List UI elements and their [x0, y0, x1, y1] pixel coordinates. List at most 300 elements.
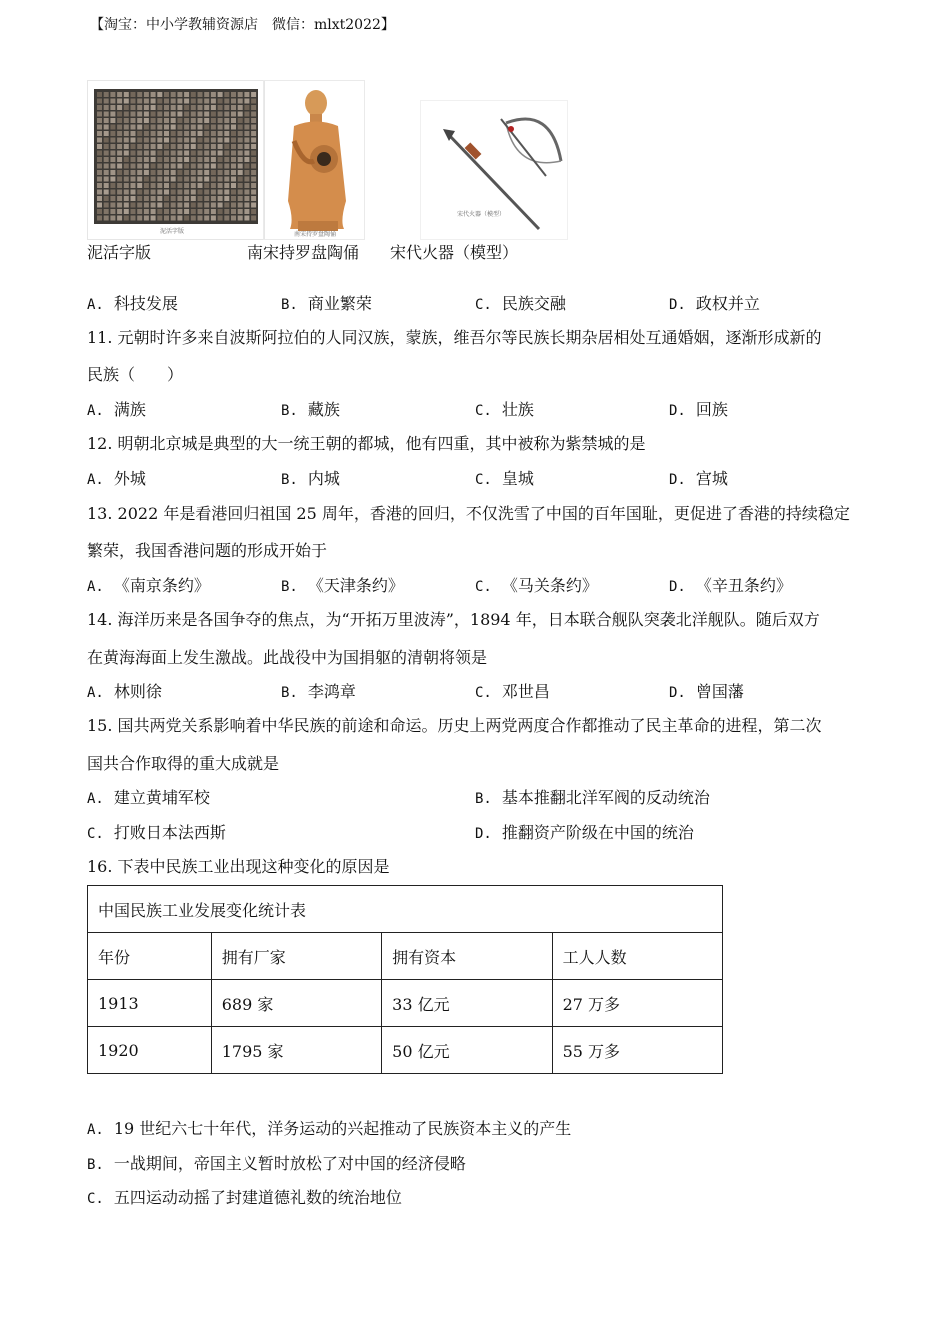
- type-piece: [231, 183, 236, 188]
- q11-option-a[interactable]: [87, 397, 146, 420]
- type-piece: [251, 151, 256, 156]
- q10-option-b[interactable]: [281, 291, 372, 314]
- type-piece: [110, 209, 115, 214]
- option-letter: B.: [475, 791, 492, 807]
- type-piece: [251, 177, 256, 182]
- type-piece: [137, 118, 142, 123]
- type-piece: [211, 125, 216, 130]
- type-piece: [124, 209, 129, 214]
- q13-stem-line1: 13. 2022 年是看港回归祖国 25 周年，香港的回归，不仅洗雪了中国的百年国耻，更促进了香港的持续稳定: [87, 504, 850, 523]
- option-text: 内城: [307, 469, 340, 488]
- type-piece: [117, 164, 122, 169]
- type-piece: [191, 203, 196, 208]
- type-piece: [251, 170, 256, 175]
- type-piece: [104, 183, 109, 188]
- type-piece: [177, 203, 182, 208]
- type-piece: [238, 138, 243, 143]
- weapons-drawing: [421, 101, 567, 239]
- type-piece: [131, 151, 136, 156]
- type-piece: [184, 203, 189, 208]
- type-piece: [204, 216, 209, 221]
- type-piece: [198, 151, 203, 156]
- option-letter: A.: [87, 685, 104, 701]
- option-text: 商业繁荣: [307, 294, 372, 313]
- q15-option-d[interactable]: [475, 820, 694, 843]
- q16-option-a[interactable]: [87, 1116, 571, 1139]
- type-piece: [218, 216, 223, 221]
- type-piece: [204, 177, 209, 182]
- type-piece: [198, 92, 203, 97]
- type-piece: [151, 112, 156, 117]
- type-piece: [191, 216, 196, 221]
- type-piece: [137, 144, 142, 149]
- type-piece: [231, 209, 236, 214]
- type-piece: [198, 203, 203, 208]
- type-piece: [211, 112, 216, 117]
- type-piece: [238, 170, 243, 175]
- type-piece: [164, 99, 169, 104]
- type-piece: [144, 216, 149, 221]
- type-piece: [171, 203, 176, 208]
- type-piece: [131, 144, 136, 149]
- type-piece: [157, 105, 162, 110]
- type-piece: [231, 151, 236, 156]
- type-piece: [164, 151, 169, 156]
- type-piece: [218, 151, 223, 156]
- type-piece: [171, 92, 176, 97]
- type-piece: [191, 112, 196, 117]
- type-piece: [198, 183, 203, 188]
- type-piece: [137, 112, 142, 117]
- type-piece: [131, 183, 136, 188]
- type-piece: [184, 112, 189, 117]
- type-piece: [191, 190, 196, 195]
- table-cell: 1920: [88, 1027, 212, 1074]
- table-cell: 1795 家: [211, 1027, 381, 1074]
- type-piece: [238, 209, 243, 214]
- type-piece: [244, 177, 249, 182]
- type-piece: [224, 131, 229, 136]
- option-letter: C.: [87, 1191, 104, 1207]
- q13-option-c[interactable]: [475, 573, 598, 596]
- type-piece: [171, 177, 176, 182]
- type-piece: [131, 125, 136, 130]
- type-piece: [137, 209, 142, 214]
- type-piece: [117, 118, 122, 123]
- option-letter: B.: [281, 403, 298, 419]
- type-piece: [177, 183, 182, 188]
- option-letter: C.: [475, 297, 492, 313]
- type-piece: [144, 190, 149, 195]
- type-piece: [144, 131, 149, 136]
- type-piece: [104, 209, 109, 214]
- q11-option-b[interactable]: [281, 397, 340, 420]
- table-header-row: [88, 933, 723, 980]
- type-piece: [124, 183, 129, 188]
- q11-option-c[interactable]: [475, 397, 534, 420]
- type-piece: [164, 105, 169, 110]
- type-piece: [244, 209, 249, 214]
- type-piece: [231, 131, 236, 136]
- type-piece: [144, 183, 149, 188]
- q13-option-d[interactable]: [669, 573, 792, 596]
- q15-option-c[interactable]: [87, 820, 226, 843]
- type-piece: [231, 138, 236, 143]
- type-piece: [191, 118, 196, 123]
- type-piece: [151, 92, 156, 97]
- type-piece: [218, 105, 223, 110]
- type-piece: [218, 190, 223, 195]
- type-piece: [218, 170, 223, 175]
- type-piece: [244, 170, 249, 175]
- type-piece: [184, 177, 189, 182]
- type-piece: [184, 92, 189, 97]
- type-piece: [144, 99, 149, 104]
- option-text: 曾国藩: [695, 682, 744, 701]
- type-piece: [97, 144, 102, 149]
- type-piece: [151, 190, 156, 195]
- type-piece: [117, 99, 122, 104]
- type-piece: [191, 164, 196, 169]
- figurine-inner-label: 南宋持罗盘陶俑: [294, 231, 337, 238]
- type-piece: [164, 131, 169, 136]
- type-piece: [231, 190, 236, 195]
- type-piece: [211, 118, 216, 123]
- type-piece: [124, 118, 129, 123]
- type-piece: [218, 131, 223, 136]
- type-piece: [157, 209, 162, 214]
- option-text: 《辛丑条约》: [695, 576, 792, 595]
- type-piece: [104, 170, 109, 175]
- type-piece: [110, 99, 115, 104]
- type-piece: [164, 209, 169, 214]
- type-piece: [218, 99, 223, 104]
- type-piece: [204, 209, 209, 214]
- type-piece: [224, 216, 229, 221]
- type-piece: [110, 151, 115, 156]
- option-text: 满族: [113, 400, 146, 419]
- type-piece: [218, 118, 223, 123]
- type-piece: [171, 138, 176, 143]
- type-piece: [171, 196, 176, 201]
- type-piece: [104, 112, 109, 117]
- type-piece: [244, 190, 249, 195]
- type-piece: [151, 131, 156, 136]
- type-piece: [198, 209, 203, 214]
- type-piece: [157, 92, 162, 97]
- q12-option-c[interactable]: [475, 466, 534, 489]
- option-letter: A.: [87, 297, 104, 313]
- type-piece: [204, 157, 209, 162]
- type-piece: [124, 144, 129, 149]
- type-piece: [137, 183, 142, 188]
- type-piece: [231, 144, 236, 149]
- type-piece: [164, 196, 169, 201]
- q12-option-d[interactable]: [669, 466, 728, 489]
- type-piece: [171, 151, 176, 156]
- type-piece: [144, 177, 149, 182]
- type-piece: [198, 118, 203, 123]
- type-piece: [104, 125, 109, 130]
- type-piece: [110, 105, 115, 110]
- type-piece: [151, 209, 156, 214]
- type-piece: [137, 203, 142, 208]
- type-piece: [131, 170, 136, 175]
- q16-option-b[interactable]: [87, 1151, 466, 1174]
- type-piece: [204, 92, 209, 97]
- type-piece: [124, 131, 129, 136]
- type-piece: [171, 144, 176, 149]
- type-piece: [191, 125, 196, 130]
- type-piece: [231, 99, 236, 104]
- q14-option-b[interactable]: [281, 679, 356, 702]
- q14-option-d[interactable]: [669, 679, 744, 702]
- type-piece: [124, 203, 129, 208]
- type-piece: [177, 118, 182, 123]
- type-piece: [171, 183, 176, 188]
- option-text: 建立黄埔军校: [113, 788, 210, 807]
- type-piece: [204, 112, 209, 117]
- type-piece: [204, 131, 209, 136]
- type-piece: [117, 138, 122, 143]
- type-piece: [238, 196, 243, 201]
- type-piece: [211, 216, 216, 221]
- type-piece: [198, 144, 203, 149]
- type-piece: [97, 151, 102, 156]
- type-piece: [211, 177, 216, 182]
- type-piece: [164, 118, 169, 123]
- type-piece: [191, 196, 196, 201]
- type-piece: [238, 92, 243, 97]
- type-piece: [191, 99, 196, 104]
- table-cell: 1913: [88, 980, 212, 1027]
- option-letter: B.: [87, 1157, 104, 1173]
- type-piece: [218, 183, 223, 188]
- type-piece: [124, 164, 129, 169]
- type-piece: [211, 144, 216, 149]
- option-letter: C.: [475, 685, 492, 701]
- q13-option-b[interactable]: [281, 573, 404, 596]
- q10-option-a[interactable]: [87, 291, 178, 314]
- type-piece: [104, 190, 109, 195]
- type-piece: [244, 131, 249, 136]
- clay-type-image: [87, 80, 265, 240]
- type-piece: [191, 144, 196, 149]
- option-text: 邓世昌: [501, 682, 550, 701]
- type-piece: [164, 183, 169, 188]
- type-piece: [238, 118, 243, 123]
- type-piece: [244, 99, 249, 104]
- type-piece: [244, 138, 249, 143]
- type-piece: [131, 112, 136, 117]
- type-piece: [251, 183, 256, 188]
- type-piece: [184, 190, 189, 195]
- type-piece: [137, 170, 142, 175]
- q12-stem-line1: 12. 明朝北京城是典型的大一统王朝的都城，他有四重，其中被称为紫禁城的是: [87, 434, 646, 453]
- type-piece: [191, 131, 196, 136]
- type-piece: [177, 151, 182, 156]
- option-text: 回族: [695, 400, 728, 419]
- type-piece: [244, 92, 249, 97]
- table-title: 中国民族工业发展变化统计表: [88, 886, 723, 933]
- type-piece: [117, 125, 122, 130]
- type-piece: [97, 157, 102, 162]
- option-text: 皇城: [501, 469, 534, 488]
- table-cell: 689 家: [211, 980, 381, 1027]
- type-piece: [224, 92, 229, 97]
- type-piece: [177, 105, 182, 110]
- q16-option-c[interactable]: [87, 1185, 402, 1208]
- type-piece: [184, 183, 189, 188]
- type-piece: [144, 196, 149, 201]
- type-piece: [151, 99, 156, 104]
- type-piece: [124, 92, 129, 97]
- type-piece: [104, 203, 109, 208]
- type-piece: [157, 151, 162, 156]
- type-piece: [110, 170, 115, 175]
- type-piece: [251, 157, 256, 162]
- q15-stem-line2: 国共合作取得的重大成就是: [87, 754, 280, 773]
- type-piece: [171, 118, 176, 123]
- q15-option-b[interactable]: [475, 785, 710, 808]
- type-piece: [131, 131, 136, 136]
- q15-option-a[interactable]: [87, 785, 210, 808]
- type-piece: [124, 99, 129, 104]
- type-piece: [110, 118, 115, 123]
- type-piece: [117, 157, 122, 162]
- type-piece: [198, 105, 203, 110]
- type-piece: [238, 131, 243, 136]
- type-piece: [177, 196, 182, 201]
- type-piece: [137, 105, 142, 110]
- weapons-inner-label: 宋代火器（模型）: [457, 211, 506, 218]
- table-cell: 33 亿元: [382, 980, 552, 1027]
- type-piece: [184, 131, 189, 136]
- type-piece: [224, 151, 229, 156]
- type-piece: [110, 196, 115, 201]
- type-piece: [244, 216, 249, 221]
- type-piece: [157, 112, 162, 117]
- type-piece: [224, 157, 229, 162]
- type-piece: [131, 157, 136, 162]
- type-piece: [251, 125, 256, 130]
- type-piece: [224, 118, 229, 123]
- type-piece: [124, 157, 129, 162]
- type-piece: [117, 112, 122, 117]
- type-piece: [171, 216, 176, 221]
- type-piece: [110, 138, 115, 143]
- q10-option-d[interactable]: [669, 291, 760, 314]
- type-piece: [211, 209, 216, 214]
- type-piece: [244, 112, 249, 117]
- q10-option-c[interactable]: [475, 291, 566, 314]
- type-piece: [131, 105, 136, 110]
- type-piece: [171, 209, 176, 214]
- type-piece: [177, 177, 182, 182]
- type-piece: [231, 164, 236, 169]
- clay-type-inner-label: 泥活字版: [160, 228, 185, 235]
- q13-option-a[interactable]: [87, 573, 210, 596]
- type-piece: [211, 105, 216, 110]
- type-piece: [244, 196, 249, 201]
- q12-option-b[interactable]: [281, 466, 340, 489]
- type-piece: [231, 118, 236, 123]
- type-piece: [244, 144, 249, 149]
- type-piece: [177, 112, 182, 117]
- type-piece: [137, 190, 142, 195]
- q12-option-a[interactable]: [87, 466, 146, 489]
- table-cell: 50 亿元: [382, 1027, 552, 1074]
- type-piece: [211, 170, 216, 175]
- type-piece: [204, 196, 209, 201]
- type-piece: [211, 190, 216, 195]
- type-piece: [131, 209, 136, 214]
- option-text: 《马关条约》: [501, 576, 598, 595]
- type-piece: [110, 183, 115, 188]
- type-piece: [117, 170, 122, 175]
- type-piece: [117, 131, 122, 136]
- type-piece: [198, 170, 203, 175]
- type-piece: [198, 125, 203, 130]
- type-piece: [110, 177, 115, 182]
- type-piece: [238, 151, 243, 156]
- q14-option-c[interactable]: [475, 679, 550, 702]
- type-piece: [124, 190, 129, 195]
- q11-stem-line2: 民族（ ）: [87, 365, 184, 384]
- q14-option-a[interactable]: [87, 679, 162, 702]
- type-piece: [157, 157, 162, 162]
- type-piece: [157, 196, 162, 201]
- type-piece: [97, 196, 102, 201]
- type-piece: [204, 203, 209, 208]
- type-piece: [151, 125, 156, 130]
- option-text: 19 世纪六七十年代，洋务运动的兴起推动了民族资本主义的产生: [113, 1119, 572, 1138]
- type-piece: [117, 183, 122, 188]
- type-piece: [144, 170, 149, 175]
- type-piece: [231, 112, 236, 117]
- type-piece: [104, 157, 109, 162]
- type-piece: [171, 170, 176, 175]
- type-piece: [97, 138, 102, 143]
- type-piece: [144, 144, 149, 149]
- option-letter: C.: [475, 403, 492, 419]
- type-piece: [131, 177, 136, 182]
- type-piece: [251, 118, 256, 123]
- type-piece: [218, 138, 223, 143]
- type-piece: [251, 112, 256, 117]
- option-letter: D.: [669, 472, 686, 488]
- option-text: 基本推翻北洋军阀的反动统治: [501, 788, 710, 807]
- type-piece: [224, 177, 229, 182]
- q16-stem-line1: 16. 下表中民族工业出现这种变化的原因是: [87, 857, 390, 876]
- type-piece: [191, 151, 196, 156]
- type-piece: [110, 216, 115, 221]
- type-piece: [224, 144, 229, 149]
- type-piece: [177, 170, 182, 175]
- type-piece: [204, 170, 209, 175]
- type-piece: [224, 99, 229, 104]
- type-piece: [131, 118, 136, 123]
- type-piece: [191, 177, 196, 182]
- type-piece: [97, 125, 102, 130]
- q11-option-d[interactable]: [669, 397, 728, 420]
- type-piece: [164, 190, 169, 195]
- type-piece: [191, 209, 196, 214]
- type-piece: [204, 164, 209, 169]
- type-piece: [231, 203, 236, 208]
- type-piece: [137, 99, 142, 104]
- type-piece: [110, 131, 115, 136]
